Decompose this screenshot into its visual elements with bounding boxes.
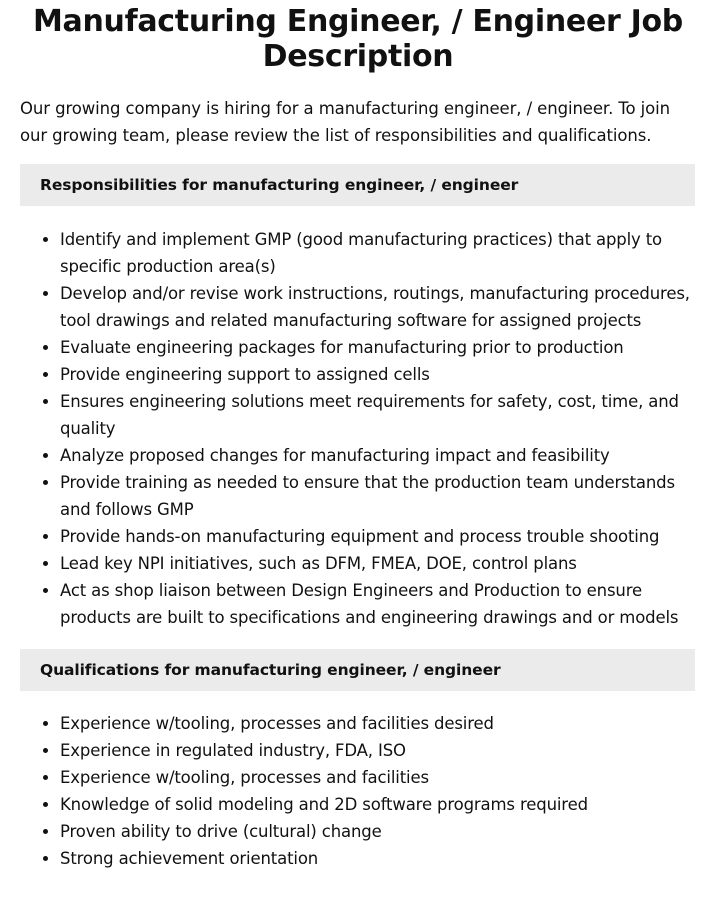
list-item: Lead key NPI initiatives, such as DFM, FMEA, DOE, control plans <box>20 550 700 577</box>
list-item: Experience w/tooling, processes and facilities desired <box>20 710 700 737</box>
list-item: Provide training as needed to ensure that the production team understands and follows GMP <box>20 469 700 523</box>
qualifications-list <box>20 710 700 872</box>
page-title: Manufacturing Engineer, / Engineer Job Description <box>33 4 683 74</box>
list-item: Experience in regulated industry, FDA, ISO <box>20 737 700 764</box>
list-item: Develop and/or revise work instructions, routings, manufacturing procedures, tool drawings and related manufacturing software for assigned projects <box>20 280 700 334</box>
list-item: Experience w/tooling, processes and facilities <box>20 764 700 791</box>
list-item: Provide hands-on manufacturing equipment and process trouble shooting <box>20 523 700 550</box>
list-item: Evaluate engineering packages for manufacturing prior to production <box>20 334 700 361</box>
responsibilities-heading: Responsibilities for manufacturing engineer, / engineer <box>20 164 695 206</box>
list-item: Ensures engineering solutions meet requirements for safety, cost, time, and quality <box>20 388 700 442</box>
list-item: Knowledge of solid modeling and 2D software programs required <box>20 791 700 818</box>
list-item: Identify and implement GMP (good manufacturing practices) that apply to specific production area(s) <box>20 226 700 280</box>
list-item: Provide engineering support to assigned cells <box>20 361 700 388</box>
list-item: Proven ability to drive (cultural) change <box>20 818 700 845</box>
list-item: Act as shop liaison between Design Engineers and Production to ensure products are built to specifications and engineering drawings and or models <box>20 577 700 631</box>
qualifications-heading: Qualifications for manufacturing engineer, / engineer <box>20 649 695 691</box>
list-item: Strong achievement orientation <box>20 845 700 872</box>
intro-paragraph: Our growing company is hiring for a manufacturing engineer, / engineer. To join our growing team, please review the list of responsibilities and qualifications. <box>20 99 670 145</box>
responsibilities-list <box>20 226 700 631</box>
list-item: Analyze proposed changes for manufacturing impact and feasibility <box>20 442 700 469</box>
